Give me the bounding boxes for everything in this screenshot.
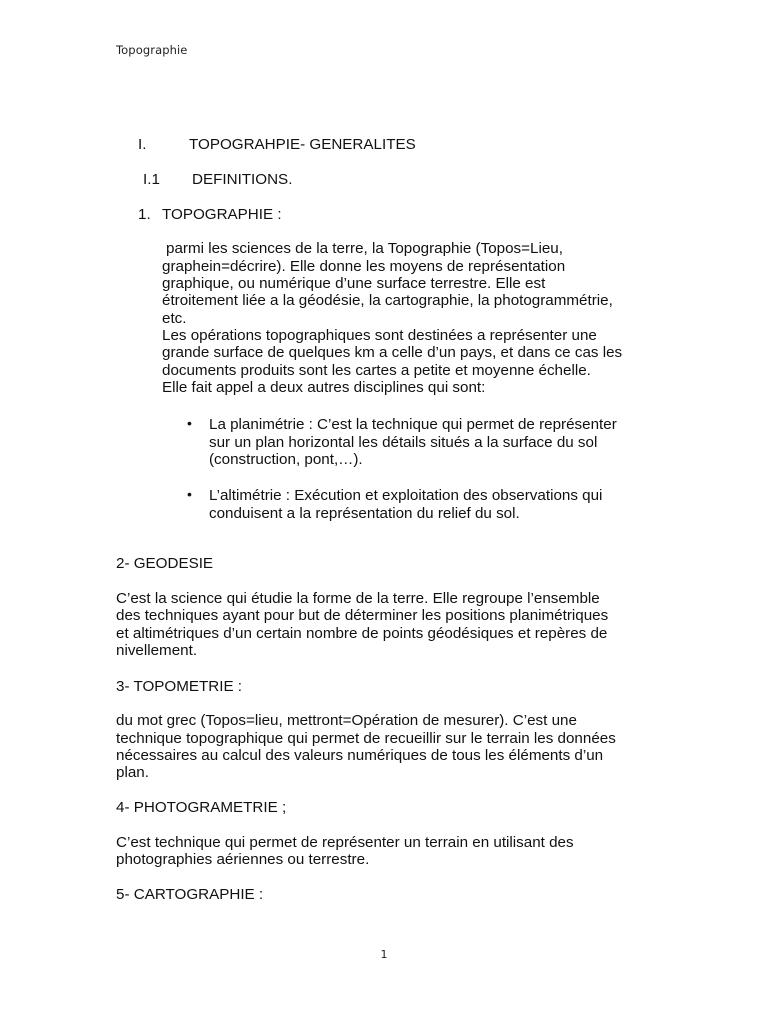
paragraph-line: nivellement. bbox=[116, 642, 198, 659]
page-number: 1 bbox=[380, 948, 388, 961]
bullet-marker: • bbox=[187, 415, 192, 431]
section-heading: 2- GEODESIE bbox=[116, 555, 214, 572]
paragraph-line: des techniques ayant pour but de déterminer les positions planimétriques bbox=[116, 607, 609, 624]
paragraph-line: plan. bbox=[116, 764, 149, 781]
bullet-line: sur un plan horizontal les détails situés a la surface du sol bbox=[209, 434, 598, 451]
section-title: TOPOGRAHPIE- GENERALITES bbox=[189, 136, 416, 153]
running-header: Topographie bbox=[116, 43, 188, 57]
paragraph-line: etc. bbox=[162, 310, 187, 327]
paragraph-line: étroitement liée a la géodésie, la cartographie, la photogrammétrie, bbox=[162, 292, 613, 309]
paragraph-line: C’est la science qui étudie la forme de la terre. Elle regroupe l’ensemble bbox=[116, 590, 600, 607]
item-number: 1. bbox=[138, 206, 151, 223]
paragraph-line: parmi les sciences de la terre, la Topographie (Topos=Lieu, bbox=[166, 240, 563, 257]
bullet-line: (construction, pont,…). bbox=[209, 451, 363, 468]
paragraph-line: et altimétriques d’un certain nombre de points géodésiques et repères de bbox=[116, 625, 608, 642]
section-heading: 5- CARTOGRAPHIE : bbox=[116, 886, 264, 903]
paragraph-line: du mot grec (Topos=lieu, mettront=Opération de mesurer). C’est une bbox=[116, 712, 577, 729]
section-heading: 4- PHOTOGRAMETRIE ; bbox=[116, 799, 287, 816]
paragraph-line: C’est technique qui permet de représenter un terrain en utilisant des bbox=[116, 834, 574, 851]
section-heading: 3- TOPOMETRIE : bbox=[116, 678, 243, 695]
section-number: I. bbox=[138, 136, 147, 153]
bullet-line: L’altimétrie : Exécution et exploitation des observations qui bbox=[209, 487, 603, 504]
paragraph-line: photographies aériennes ou terrestre. bbox=[116, 851, 370, 868]
paragraph-line: grande surface de quelques km a celle d’un pays, et dans ce cas les bbox=[162, 344, 623, 361]
subsection-title: DEFINITIONS. bbox=[192, 171, 293, 188]
subsection-number: I.1 bbox=[143, 171, 160, 188]
paragraph-line: graphique, ou numérique d’une surface terrestre. Elle est bbox=[162, 275, 546, 292]
bullet-line: La planimétrie : C’est la technique qui permet de représenter bbox=[209, 416, 617, 433]
paragraph-line: graphein=décrire). Elle donne les moyens de représentation bbox=[162, 258, 566, 275]
item-title: TOPOGRAPHIE : bbox=[162, 206, 282, 223]
paragraph-line: Les opérations topographiques sont destinées a représenter une bbox=[162, 327, 597, 344]
paragraph-line: technique topographique qui permet de recueillir sur le terrain les données bbox=[116, 730, 616, 747]
paragraph-line: nécessaires au calcul des valeurs numériques de tous les éléments d’un bbox=[116, 747, 604, 764]
bullet-line: conduisent a la représentation du relief du sol. bbox=[209, 505, 520, 522]
paragraph-line: Elle fait appel a deux autres disciplines qui sont: bbox=[162, 379, 486, 396]
bullet-marker: • bbox=[187, 486, 192, 502]
paragraph-line: documents produits sont les cartes a petite et moyenne échelle. bbox=[162, 362, 591, 379]
